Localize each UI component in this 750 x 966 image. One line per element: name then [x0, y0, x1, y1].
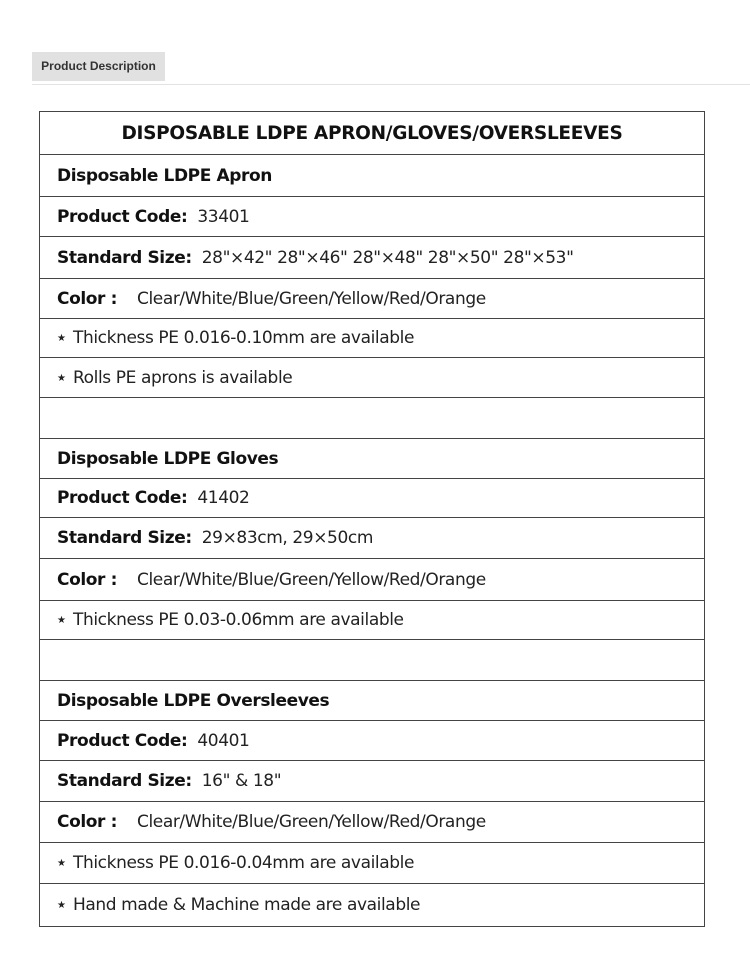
empty-cell: [40, 640, 705, 681]
product-heading-row: [40, 155, 705, 197]
product-spec-table: [39, 111, 705, 927]
product-name-oversleeves: Disposable LDPE Oversleeves: [40, 681, 705, 721]
color-label: Color :: [57, 569, 117, 590]
table-row: [40, 319, 705, 358]
color-cell: [40, 559, 705, 601]
star-bullet-icon: ★: [57, 372, 66, 384]
color-cell: [40, 279, 705, 319]
standard-size-cell: [40, 761, 705, 802]
table-row: [40, 843, 705, 884]
table-row: [40, 802, 705, 843]
product-code-label: Product Code:: [57, 488, 188, 508]
table-row: [40, 559, 705, 601]
product-code-cell: [40, 721, 705, 761]
product-name-gloves: Disposable LDPE Gloves: [40, 439, 705, 479]
note-text: Thickness PE 0.016-0.04mm are available: [73, 853, 415, 873]
product-code-label: Product Code:: [57, 206, 188, 227]
color-label: Color :: [57, 812, 117, 832]
note-cell: [40, 319, 705, 358]
star-bullet-icon: ★: [57, 858, 66, 869]
standard-size-label: Standard Size:: [57, 771, 192, 791]
note-text: Thickness PE 0.03-0.06mm are available: [73, 610, 404, 630]
standard-size-cell: [40, 518, 705, 559]
empty-cell: [40, 398, 705, 439]
standard-size-cell: [40, 237, 705, 279]
table-row: [40, 601, 705, 640]
color-value: Clear/White/Blue/Green/Yellow/Red/Orange: [136, 288, 486, 309]
table-row: [40, 358, 705, 398]
star-bullet-icon: ★: [57, 900, 66, 911]
note-cell: [40, 884, 705, 927]
spacer-row: [40, 640, 705, 681]
spacer-row: [40, 398, 705, 439]
note-cell: [40, 601, 705, 640]
table-row: [40, 197, 705, 237]
tab-bar: [32, 52, 750, 85]
note-cell: [40, 358, 705, 398]
table-title-row: [40, 112, 705, 155]
tab-product-description[interactable]: Product Description: [32, 52, 165, 81]
table-row: [40, 479, 705, 518]
product-code-label: Product Code:: [57, 730, 188, 751]
product-heading-row: [40, 681, 705, 721]
table-row: [40, 237, 705, 279]
product-code-value: 41402: [197, 488, 250, 508]
standard-size-label: Standard Size:: [57, 247, 192, 268]
note-cell: [40, 843, 705, 884]
note-text: Thickness PE 0.016-0.10mm are available: [73, 328, 415, 348]
note-text: Rolls PE aprons is available: [73, 367, 293, 388]
table-title: DISPOSABLE LDPE APRON/GLOVES/OVERSLEEVES: [40, 112, 705, 155]
note-text: Hand made & Machine made are available: [73, 895, 421, 915]
color-label: Color :: [57, 288, 117, 309]
table-row: [40, 761, 705, 802]
color-value: Clear/White/Blue/Green/Yellow/Red/Orange: [136, 569, 486, 590]
standard-size-value: 29×83cm, 29×50cm: [201, 528, 373, 548]
table-row: [40, 279, 705, 319]
product-code-cell: [40, 197, 705, 237]
product-name-apron: Disposable LDPE Apron: [40, 155, 705, 197]
product-code-cell: [40, 479, 705, 518]
standard-size-label: Standard Size:: [57, 528, 192, 548]
table-row: [40, 721, 705, 761]
standard-size-value: 16" & 18": [201, 771, 282, 791]
table-row: [40, 884, 705, 927]
product-heading-row: [40, 439, 705, 479]
star-bullet-icon: ★: [57, 333, 66, 344]
product-code-value: 33401: [197, 206, 250, 227]
standard-size-value: 28"×42" 28"×46" 28"×48" 28"×50" 28"×53": [201, 247, 574, 268]
color-value: Clear/White/Blue/Green/Yellow/Red/Orange: [136, 812, 486, 832]
color-cell: [40, 802, 705, 843]
star-bullet-icon: ★: [57, 615, 66, 626]
table-row: [40, 518, 705, 559]
product-code-value: 40401: [197, 730, 250, 751]
